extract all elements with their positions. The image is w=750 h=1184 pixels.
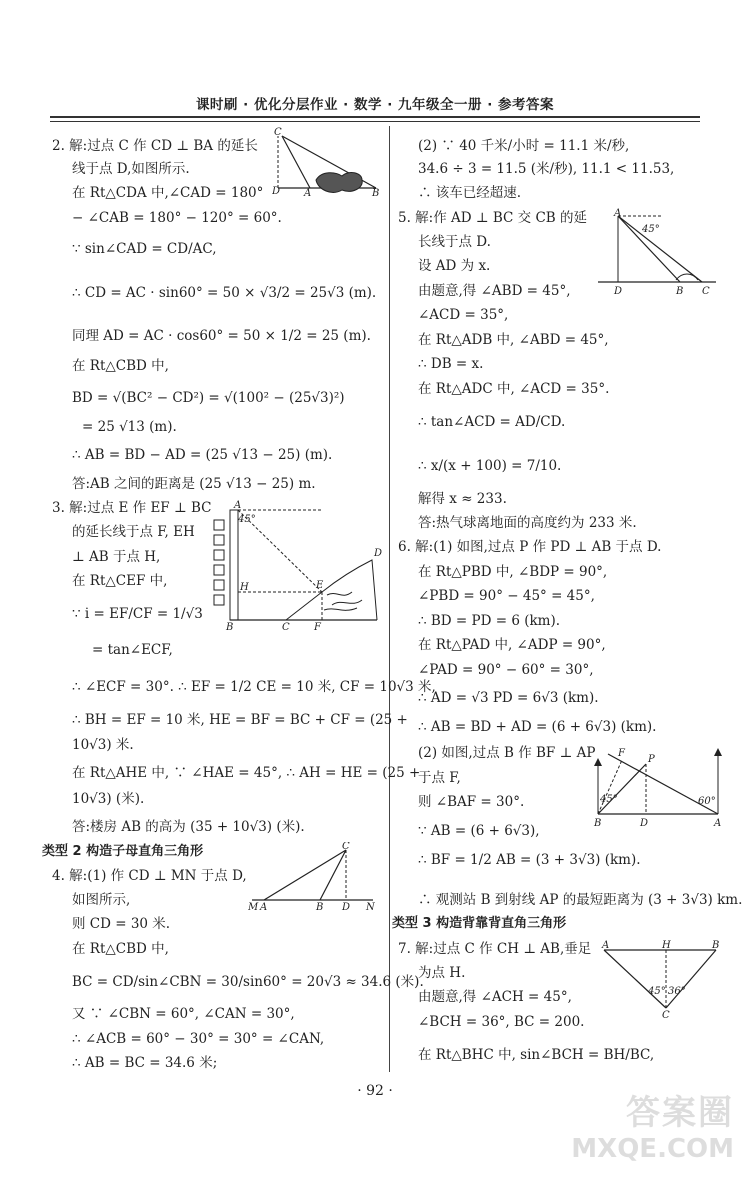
- solution-line: 同理 AD = AC · cos60° = 50 × 1/2 = 25 (m).: [72, 328, 371, 344]
- section-heading: 类型 2 构造子母直角三角形: [42, 844, 204, 859]
- svg-text:B: B: [712, 940, 720, 951]
- header-rule-thin: [50, 121, 700, 122]
- section-heading: 类型 3 构造背靠背直角三角形: [392, 916, 567, 931]
- solution-line: 3. 解:过点 E 作 EF ⊥ BC: [52, 500, 212, 516]
- svg-text:C: C: [342, 842, 350, 852]
- svg-text:B: B: [676, 286, 684, 297]
- solution-line: 线于点 D,如图所示.: [72, 161, 190, 177]
- solution-line: 在 Rt△ADC 中, ∠ACD = 35°.: [418, 381, 610, 397]
- solution-line: 则 ∠BAF = 30°.: [418, 794, 525, 810]
- solution-line: ∴ 该车已经超速.: [418, 185, 522, 201]
- solution-line: 为点 H.: [418, 965, 466, 981]
- svg-text:C: C: [274, 127, 282, 138]
- solution-line: ∴ x/(x + 100) = 7/10.: [418, 458, 562, 474]
- solution-line: 解得 x ≈ 233.: [418, 491, 507, 507]
- solution-line: 7. 解:过点 C 作 CH ⊥ AB,垂足: [398, 941, 592, 957]
- solution-line: 5. 解:作 AD ⊥ BC 交 CB 的延: [398, 210, 587, 226]
- svg-text:C: C: [282, 622, 290, 630]
- solution-line: 又 ∵ ∠CBN = 60°, ∠CAN = 30°,: [72, 1006, 295, 1022]
- solution-line: 在 Rt△CEF 中,: [72, 573, 168, 589]
- solution-line: 在 Rt△ADB 中, ∠ABD = 45°,: [418, 332, 609, 348]
- watermark-url: MXQE.COM: [571, 1134, 734, 1164]
- svg-text:M: M: [248, 902, 259, 912]
- svg-text:B: B: [594, 818, 602, 829]
- solution-line: ∠PBD = 90° − 45° = 45°,: [418, 588, 595, 604]
- svg-text:C: C: [702, 286, 710, 297]
- svg-text:A: A: [304, 188, 312, 196]
- svg-text:P: P: [648, 754, 655, 765]
- solution-line: 则 CD = 30 米.: [72, 916, 171, 932]
- svg-text:A: A: [234, 500, 242, 511]
- solution-line: ∴ AB = BD + AD = (6 + 6√3) (km).: [418, 719, 657, 735]
- solution-line: ∴ ∠ACB = 60° − 30° = 30° = ∠CAN,: [72, 1031, 325, 1047]
- solution-line: ∵ sin∠CAD = CD/AC,: [72, 241, 217, 257]
- solution-line: 长线于点 D.: [418, 234, 491, 250]
- solution-line: ∠PAD = 90° − 60° = 30°,: [418, 662, 594, 678]
- solution-line: 2. 解:过点 C 作 CD ⊥ BA 的延长: [52, 138, 258, 154]
- running-header: 课时刷 · 优化分层作业 · 数学 · 九年级全一册 · 参考答案: [195, 97, 555, 113]
- svg-text:60°: 60°: [698, 796, 716, 807]
- figure-problem-6: [588, 744, 728, 834]
- solution-line: BD = √(BC² − CD²) = √(100² − (25√3)²): [72, 390, 345, 406]
- solution-line: ∴ tan∠ACD = AD/CD.: [418, 414, 566, 430]
- svg-text:A: A: [602, 940, 610, 951]
- solution-line: 在 Rt△AHE 中, ∵ ∠HAE = 45°, ∴ AH = HE = (25 +: [72, 765, 421, 781]
- svg-text:B: B: [226, 622, 234, 630]
- solution-line: ∴ AD = √3 PD = 6√3 (km).: [418, 690, 599, 706]
- solution-line: ∴ CD = AC · sin60° = 50 × √3/2 = 25√3 (m).: [72, 285, 377, 301]
- solution-line: (2) 如图,过点 B 作 BF ⊥ AP: [418, 745, 596, 761]
- solution-line: ⊥ AB 于点 H,: [72, 549, 161, 565]
- solution-line: 6. 解:(1) 如图,过点 P 作 PD ⊥ AB 于点 D.: [398, 539, 662, 555]
- svg-text:D: D: [342, 902, 351, 912]
- solution-line: 在 Rt△BHC 中, sin∠BCH = BH/BC,: [418, 1047, 655, 1063]
- solution-line: ∴ BD = PD = 6 (km).: [418, 613, 561, 629]
- svg-text:A: A: [260, 902, 268, 912]
- solution-line: ∠BCH = 36°, BC = 200.: [418, 1014, 585, 1030]
- solution-line: ∴ DB = x.: [418, 356, 484, 372]
- solution-line: 如图所示,: [72, 892, 131, 908]
- solution-line: ∴ BF = 1/2 AB = (3 + 3√3) (km).: [418, 852, 641, 868]
- solution-line: = 25 √13 (m).: [82, 419, 177, 435]
- figure-problem-4: [248, 842, 378, 912]
- svg-text:D: D: [640, 818, 649, 829]
- solution-line: 于点 F,: [418, 770, 461, 786]
- figure-problem-5: [598, 208, 718, 298]
- svg-text:B: B: [372, 188, 380, 196]
- solution-line: 设 AD 为 x.: [418, 258, 491, 274]
- page-number: · 92 ·: [357, 1083, 393, 1099]
- svg-text:45°: 45°: [238, 514, 256, 525]
- solution-line: 10√3) (米).: [72, 791, 145, 807]
- solution-line: BC = CD/sin∠CBN = 30/sin60° = 20√3 ≈ 34.6 (米).: [72, 974, 424, 990]
- solution-line: 答:AB 之间的距离是 (25 √13 − 25) m.: [72, 476, 316, 492]
- solution-line: 在 Rt△PAD 中, ∠ADP = 90°,: [418, 637, 606, 653]
- watermark: [571, 1085, 734, 1164]
- solution-line: 34.6 ÷ 3 = 11.5 (米/秒), 11.1 < 11.53,: [418, 161, 675, 177]
- solution-line: 由题意,得 ∠ABD = 45°,: [418, 283, 571, 299]
- svg-text:C: C: [662, 1010, 670, 1018]
- solution-line: ∴ AB = BC = 34.6 米;: [72, 1055, 218, 1071]
- solution-line: = tan∠ECF,: [92, 642, 173, 658]
- svg-text:E: E: [316, 580, 324, 591]
- svg-text:A: A: [614, 208, 622, 219]
- solution-line: − ∠CAB = 180° − 120° = 60°.: [72, 210, 282, 226]
- svg-text:B: B: [316, 902, 324, 912]
- solution-line: 由题意,得 ∠ACH = 45°,: [418, 989, 572, 1005]
- figure-problem-3: [212, 500, 382, 630]
- figure-problem-7: [600, 938, 720, 1018]
- svg-text:F: F: [618, 748, 625, 759]
- solution-line: (2) ∵ 40 千米/小时 = 11.1 米/秒,: [418, 138, 630, 154]
- svg-text:D: D: [374, 548, 382, 559]
- solution-line: 在 Rt△CDA 中,∠CAD = 180°: [72, 185, 264, 201]
- svg-text:45°: 45°: [600, 794, 618, 805]
- svg-text:45°: 45°: [648, 986, 666, 997]
- solution-line: 4. 解:(1) 作 CD ⊥ MN 于点 D,: [52, 868, 247, 884]
- svg-text:D: D: [614, 286, 623, 297]
- solution-line: 10√3) 米.: [72, 737, 134, 753]
- svg-text:F: F: [314, 622, 321, 630]
- svg-text:H: H: [662, 940, 671, 951]
- solution-line: 的延长线于点 F, EH: [72, 524, 195, 540]
- solution-line: ∴ BH = EF = 10 米, HE = BF = BC + CF = (25 +: [72, 712, 408, 728]
- svg-text:N: N: [366, 902, 375, 912]
- solution-line: ∴ 观测站 B 到射线 AP 的最短距离为 (3 + 3√3) km.: [418, 892, 743, 908]
- svg-text:H: H: [240, 582, 249, 593]
- svg-text:36°: 36°: [668, 986, 686, 997]
- watermark-text: 答案圈: [626, 1093, 734, 1133]
- solution-line: ∴ AB = BD − AD = (25 √13 − 25) (m).: [72, 447, 333, 463]
- column-divider: [389, 126, 390, 1072]
- figure-problem-2: [272, 126, 382, 196]
- svg-text:D: D: [272, 186, 281, 196]
- solution-line: 在 Rt△CBD 中,: [72, 941, 169, 957]
- solution-line: ∵ AB = (6 + 6√3),: [418, 823, 540, 839]
- solution-line: ∵ i = EF/CF = 1/√3: [72, 606, 203, 622]
- solution-line: 在 Rt△CBD 中,: [72, 358, 169, 374]
- svg-text:45°: 45°: [642, 224, 660, 235]
- solution-line: ∠ACD = 35°,: [418, 307, 509, 323]
- header-rule-thick: [50, 116, 700, 118]
- solution-line: 在 Rt△PBD 中, ∠BDP = 90°,: [418, 564, 608, 580]
- solution-line: 答:楼房 AB 的高为 (35 + 10√3) (米).: [72, 819, 305, 835]
- svg-text:A: A: [714, 818, 722, 829]
- solution-line: 答:热气球离地面的高度约为 233 米.: [418, 515, 637, 531]
- solution-line: ∴ ∠ECF = 30°. ∴ EF = 1/2 CE = 10 米, CF = 10√3 米,: [72, 679, 436, 695]
